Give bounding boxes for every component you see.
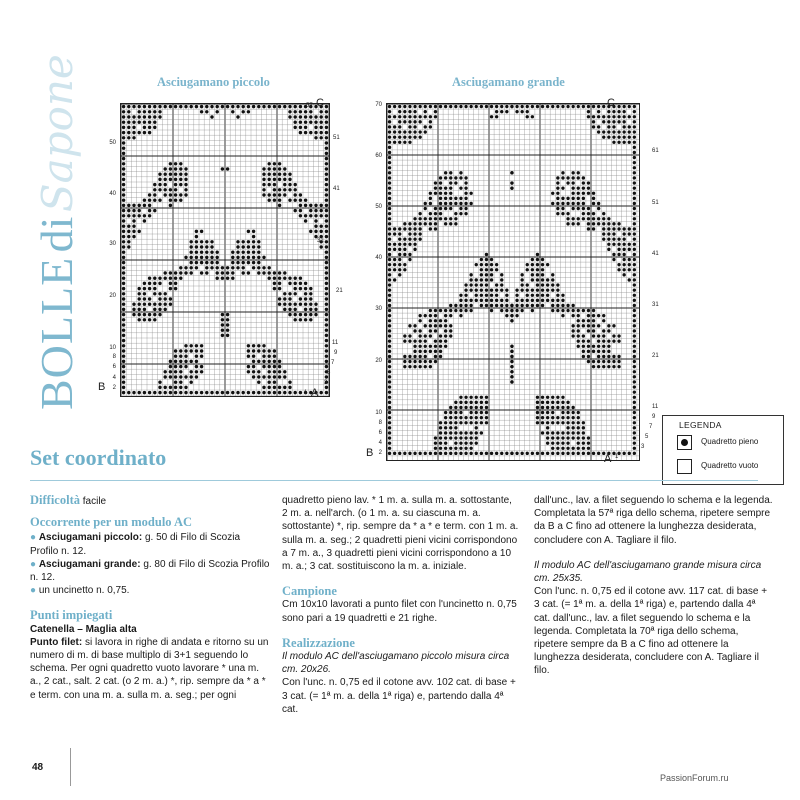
legend-full-label: Quadretto pieno: [701, 437, 759, 446]
large-left-label: 50: [375, 204, 382, 210]
small-corner-a: A: [311, 387, 319, 399]
small-right-label: 7: [331, 360, 335, 366]
small-chart-title: Asciugamano piccolo: [157, 75, 270, 89]
filet-paragraph: [30, 636, 270, 702]
small-right-label: 3: [324, 380, 328, 386]
large-chart-svg: [387, 104, 639, 460]
bullet-icon: ●: [30, 532, 39, 544]
large-right-label: 1: [615, 454, 619, 460]
small-right-label: 9: [334, 350, 338, 356]
col3-text-1: dall'unc., lav. a filet seguendo lo schema e la legenda. Completata la 57ª riga dello schema, ripetere sempre da B a C fino ad ottenere la lunghezza desiderata, concludere con A. Tagliare il filo.: [534, 495, 773, 546]
large-left-label: 70: [375, 102, 382, 108]
large-left-label: 8: [378, 420, 382, 426]
column-2: [282, 494, 520, 716]
exec-title: Realizzazione: [282, 635, 355, 650]
needed-item-bold: Asciugamani grande:: [38, 558, 141, 570]
large-left-label: 4: [378, 440, 382, 446]
side-title: [30, 30, 82, 410]
sample-text: Cm 10x10 lavorati a punto filet con l'uncinetto n. 0,75 sono pari a 19 quadretti e 21 righe.: [282, 599, 517, 624]
large-right-label: 31: [652, 302, 659, 308]
legend-title: LEGENDA: [679, 420, 722, 430]
small-right-label: 11: [332, 340, 339, 346]
small-left-label: 4: [112, 375, 116, 381]
points-title: Punti impiegati: [30, 608, 113, 623]
small-right-label: 21: [336, 288, 343, 294]
small-left-label: 20: [109, 293, 116, 299]
exec-italic: Il modulo AC dell'asciugamano piccolo misura circa cm. 20x26.: [282, 651, 510, 676]
column-3: [534, 494, 774, 678]
large-right-label: 21: [652, 353, 659, 359]
needed-item: [30, 558, 270, 584]
filled-square-icon: [677, 435, 692, 450]
large-chart-title: Asciugamano grande: [452, 75, 565, 89]
small-left-label: 30: [109, 241, 116, 247]
large-right-label: 9: [652, 414, 656, 420]
large-right-label: 61: [652, 148, 659, 154]
difficulty-label: Difficoltà: [30, 493, 80, 507]
needed-title: Occorrente per un modulo AC: [30, 515, 193, 530]
large-left-label: 40: [375, 255, 382, 261]
small-right-label: 41: [333, 186, 340, 192]
col3-text-2: Con l'unc. n. 0,75 ed il cotone avv. 117 cat. di base + 3 cat. (= 1ª m. a. della 1ª riga) e, partendo dalla 4ª cat. dall'unc., lav. a filet seguendo lo schema e la legenda. Completata la 70ª riga dello schema, ripetere sempre da B a C fino ad ottenere la lunghezza desiderata, concludere con A. Tagliare il filo.: [534, 586, 768, 677]
large-left-label: 60: [375, 153, 382, 159]
filet-bold: Punto filet:: [30, 636, 83, 648]
small-left-label: 6: [112, 364, 116, 370]
side-title-bolle: BOLLE: [31, 256, 82, 410]
needed-item-text: g. 80 di Filo di Scozia Profilo n. 12.: [30, 558, 270, 584]
small-corner-b: B: [98, 381, 106, 393]
empty-square-icon: [677, 459, 692, 474]
section-divider: [30, 480, 758, 481]
needed-item-bold: Asciugamani piccolo:: [38, 532, 143, 544]
page-number: 48: [32, 762, 44, 773]
large-left-label: 20: [375, 358, 382, 364]
large-right-label: 3: [641, 444, 645, 450]
sample-title: Campione: [282, 584, 337, 599]
large-left-label: 6: [378, 430, 382, 436]
filet-text: si lavora in righe di andata e ritorno su un numero di m. di base multiplo di 3+1 seguendo lo schema. Per ogni quadretto vuoto lavorare * una m. a., 2 cat., salt. 2 cat. (o 2 m. a.) *, rip. sempre da * a * e term. con una m. a. sulla m. a. seg.; per ogni: [30, 636, 269, 701]
small-right-label: 5: [327, 370, 331, 376]
small-right-label: 51: [333, 135, 340, 141]
large-right-label: 5: [645, 434, 649, 440]
large-left-label: 30: [375, 306, 382, 312]
col3-italic: Il modulo AC dell'asciugamano grande misura circa cm. 25x35.: [534, 559, 762, 585]
bullet-icon: ●: [30, 585, 39, 597]
column-1: [30, 494, 270, 702]
side-title-sapone: Sapone: [33, 54, 82, 213]
large-right-label: 7: [649, 424, 653, 430]
small-left-label: 10: [109, 345, 116, 351]
large-right-label: 51: [652, 200, 659, 206]
small-left-label: 8: [112, 354, 116, 360]
large-right-label: 41: [652, 251, 659, 257]
points-subtitle: Catenella – Maglia alta: [30, 623, 137, 635]
large-chart-grid: [386, 103, 640, 461]
bullet-icon: ●: [30, 558, 39, 570]
small-right-label: 57: [306, 103, 313, 109]
needed-item: [30, 584, 270, 597]
difficulty-value: facile: [82, 496, 107, 507]
small-left-label: 2: [112, 385, 116, 391]
legend-empty-label: Quadretto vuoto: [701, 461, 759, 470]
large-corner-c: C: [607, 97, 615, 109]
small-right-label: 1: [304, 390, 308, 396]
small-right-label: 31: [317, 238, 324, 244]
large-left-label: 10: [375, 410, 382, 416]
needed-item-text: g. 50 di Filo di Scozia Profilo n. 12.: [30, 532, 241, 557]
small-chart-svg: [121, 104, 329, 396]
page-divider: [70, 748, 71, 786]
side-title-di: di: [31, 216, 82, 253]
section-title: Set coordinato: [30, 445, 167, 470]
exec-text: Con l'unc. n. 0,75 ed il cotone avv. 102 cat. di base + 3 cat. (= 1ª m. a. della 1ª riga) e, partendo dalla 4ª cat.: [282, 677, 516, 715]
large-right-label: 11: [652, 404, 659, 410]
needed-item-text: un uncinetto n. 0,75.: [38, 585, 130, 597]
small-corner-c: C: [316, 97, 324, 109]
watermark: PassionForum.ru: [660, 773, 729, 783]
small-chart-grid: [120, 103, 330, 397]
small-left-label: 40: [109, 191, 116, 197]
needed-item: [30, 531, 270, 557]
continued-text: quadretto pieno lav. * 1 m. a. sulla m. a. sottostante, 2 m. a. nell'arch. (o 1 m. a. su ciascuna m. a. sottostante) *, rip. sempre da * a * e term. con 1 m. a. sulla m. a. seg.; 2 quadretti pieni vicini corrispondono a 7 m. a., 3 quadretti pieni vicini corrispondono a 10 m. a.; 3 cat. sostituiscono la m. a. iniziale.: [282, 495, 519, 573]
large-corner-b: B: [366, 447, 374, 459]
large-left-label: 2: [378, 450, 382, 456]
legend-box: [662, 415, 784, 485]
large-corner-a: A: [604, 453, 612, 465]
small-left-label: 50: [109, 140, 116, 146]
